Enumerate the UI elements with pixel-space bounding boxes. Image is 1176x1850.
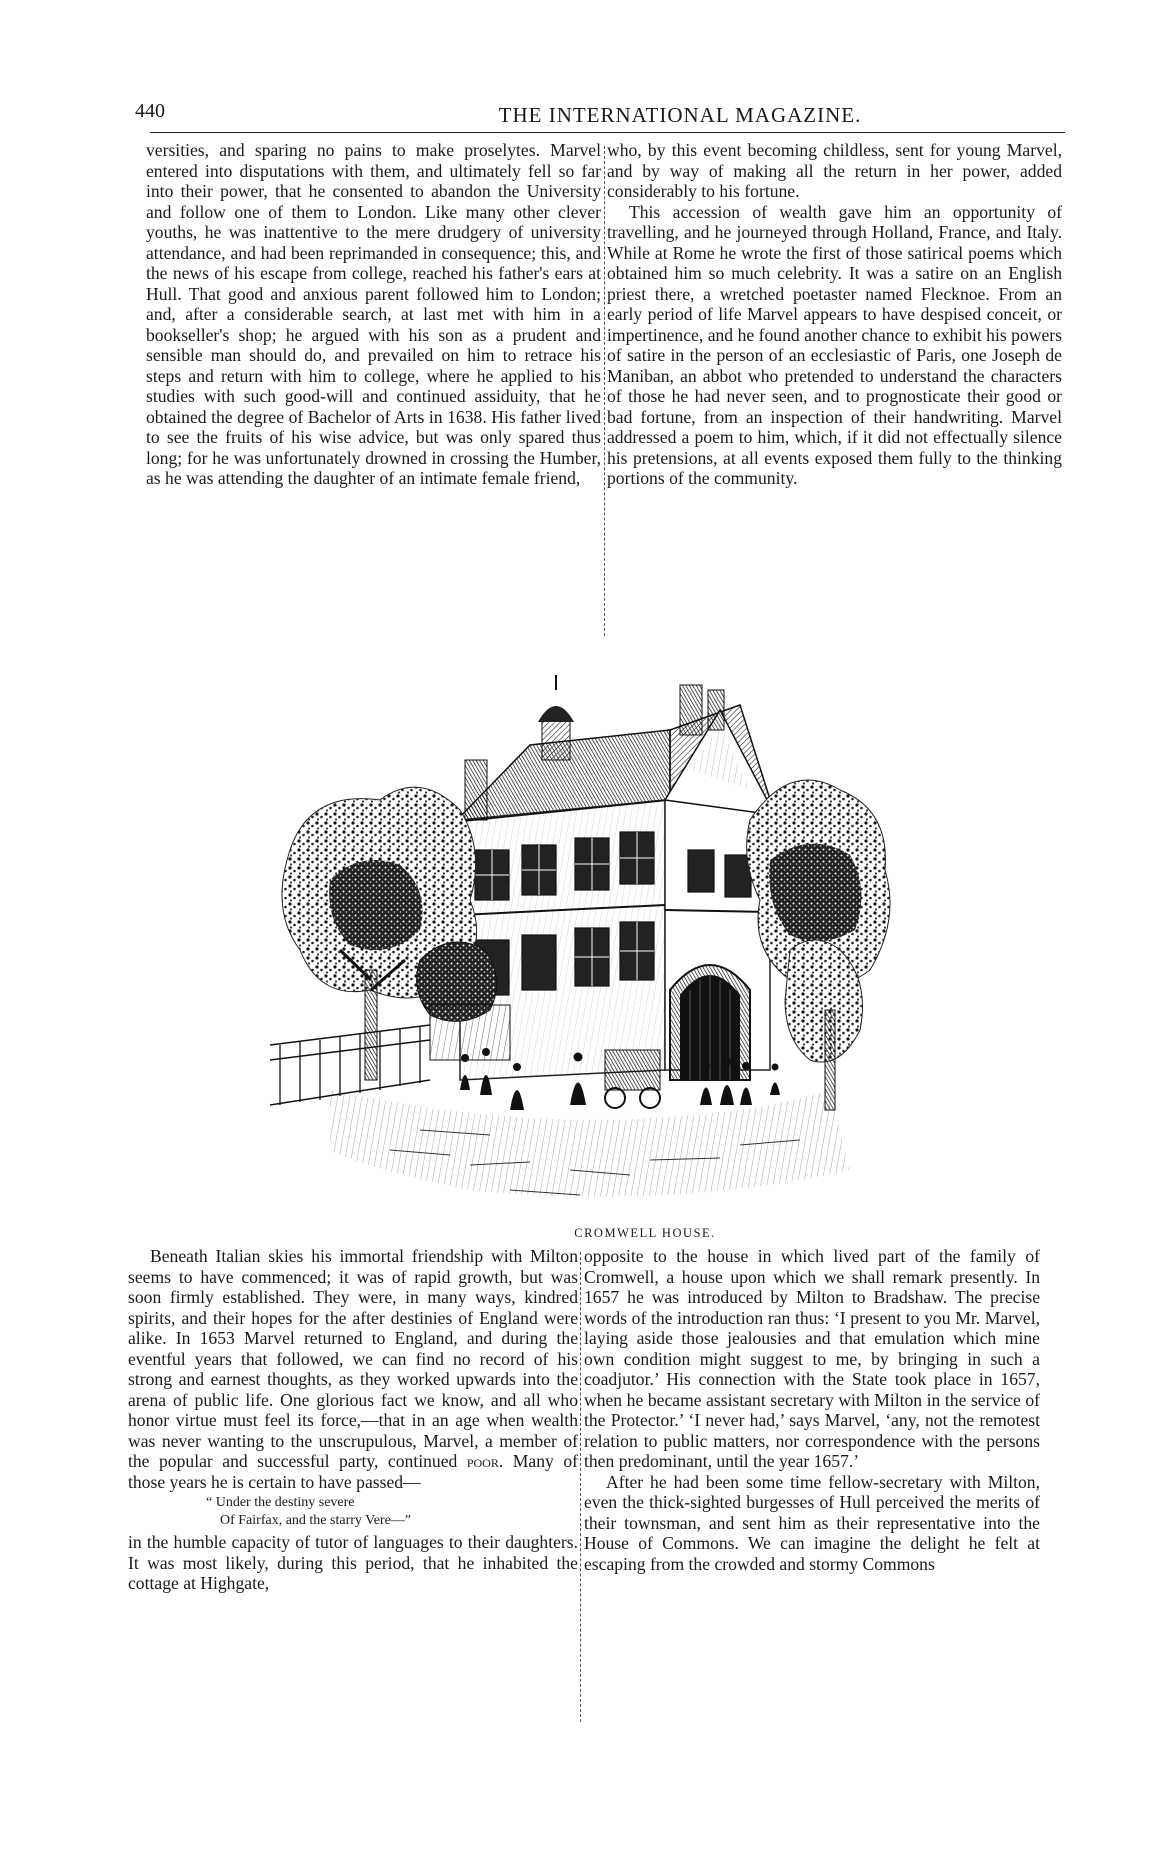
lower-left-column	[128, 1246, 578, 1594]
column-divider	[604, 146, 605, 636]
lower-right-column	[584, 1246, 1040, 1574]
paragraph: opposite to the house in which lived part of the family of Cromwell, a house upon which we shall remark presently. In 1657 he was introduced by Milton to Bradshaw. The precise words of the introduction ran thus: ‘I present to you Mr. Marvel, laying aside those jealousies and that emulation which mine own condition might suggest to me, by bringing in such a coadjutor.’ His connection with the State took place in 1657, when he became assistant secretary with Milton in the service of the Protector.’ ‘I never had,’ says Marvel, ‘any, not the remotest relation to public matters, nor correspondence with the persons then predominant, until the year 1657.’	[584, 1246, 1040, 1471]
page-number: 440	[135, 100, 165, 122]
header-rule	[150, 132, 1065, 133]
verse-line: Of Fairfax, and the starry Vere—”	[220, 1513, 412, 1528]
paragraph: Beneath Italian skies his immortal friendship with Milton seems to have commenced; it was of rapid growth, but was soon firmly established. They were, in many ways, kindred spirits, and their hopes for the after destinies of England were alike. In 1653 Marvel returned to England, and during the eventful years that followed, we can find no record of his strong and earnest thoughts, as they worked upwards into the arena of public life. One glorious fact we know, and all who honor virtue must feel its force,—that in an age when wealth was never wanting to the unscrupulous, Marvel, a member of the popular and successful party, continued poor. Many of those years he is certain to have passed—	[128, 1246, 578, 1492]
paragraph: who, by this event becoming childless, sent for young Marvel, and by way of making all the return in her power, added considerably to his fortune.	[607, 140, 1062, 201]
emphasis-poor: poor.	[466, 1451, 504, 1471]
cromwell-house-engraving	[270, 650, 900, 1220]
paragraph: in the humble capacity of tutor of languages to their daughters. It was most likely, during this period, that he inhabited the cottage at Highgate,	[128, 1532, 578, 1593]
column-divider	[580, 1252, 581, 1722]
upper-left-column	[146, 140, 601, 489]
illustration-caption: CROMWELL HOUSE.	[574, 1226, 716, 1240]
verse-quotation	[128, 1494, 578, 1530]
verse-line: “ Under the destiny severe	[206, 1495, 355, 1510]
upper-right-column	[607, 140, 1062, 489]
paragraph: versities, and sparing no pains to make proselytes. Marvel entered into disputations with them, and ultimately fell so far into their power, that he consented to abandon the University and follow one of them to London. Like many other clever youths, he was inattentive to the mere drudgery of university attendance, and had been reprimanded in consequence; this, and the news of his escape from college, reached his father's ears at Hull. That good and anxious parent followed him to London; and, after a considerable search, at last met with him in a bookseller's shop; he argued with his son as a prudent and sensible man should do, and prevailed on him to retrace his steps and return with him to college, where he applied to his studies with such good-will and continued assiduity, that he obtained the degree of Bachelor of Arts in 1638. His father lived to see the fruits of his wise advice, but was only spared thus long; for he was unfortunately drowned in crossing the Humber, as he was attending the daughter of an intimate female friend,	[146, 140, 601, 488]
running-title: THE INTERNATIONAL MAGAZINE.	[498, 103, 862, 127]
paragraph: After he had been some time fellow-secretary with Milton, even the thick-sighted burgesses of Hull perceived the merits of their townsman, and sent him as their representative into the House of Commons. We can imagine the delight he felt at escaping from the crowded and stormy Commons	[584, 1471, 1040, 1574]
paragraph: This accession of wealth gave him an opportunity of travelling, and he journeyed through Holland, France, and Italy. While at Rome he wrote the first of those satirical poems which obtained him so much celebrity. It was a satire on an English priest there, a wretched poetaster named Flecknoe. From an early period of life Marvel appears to have despised conceit, or impertinence, and he found another chance to exhibit his powers of satire in the person of an ecclesiastic of Paris, one Joseph de Maniban, an abbot who pretended to understand the characters of those he had never seen, and to prognosticate their good or bad fortune, from an inspection of their handwriting. Marvel addressed a poem to him, which, if it did not effectually silence his pretensions, at all events exposed them fully to the thinking portions of the community.	[607, 201, 1062, 488]
